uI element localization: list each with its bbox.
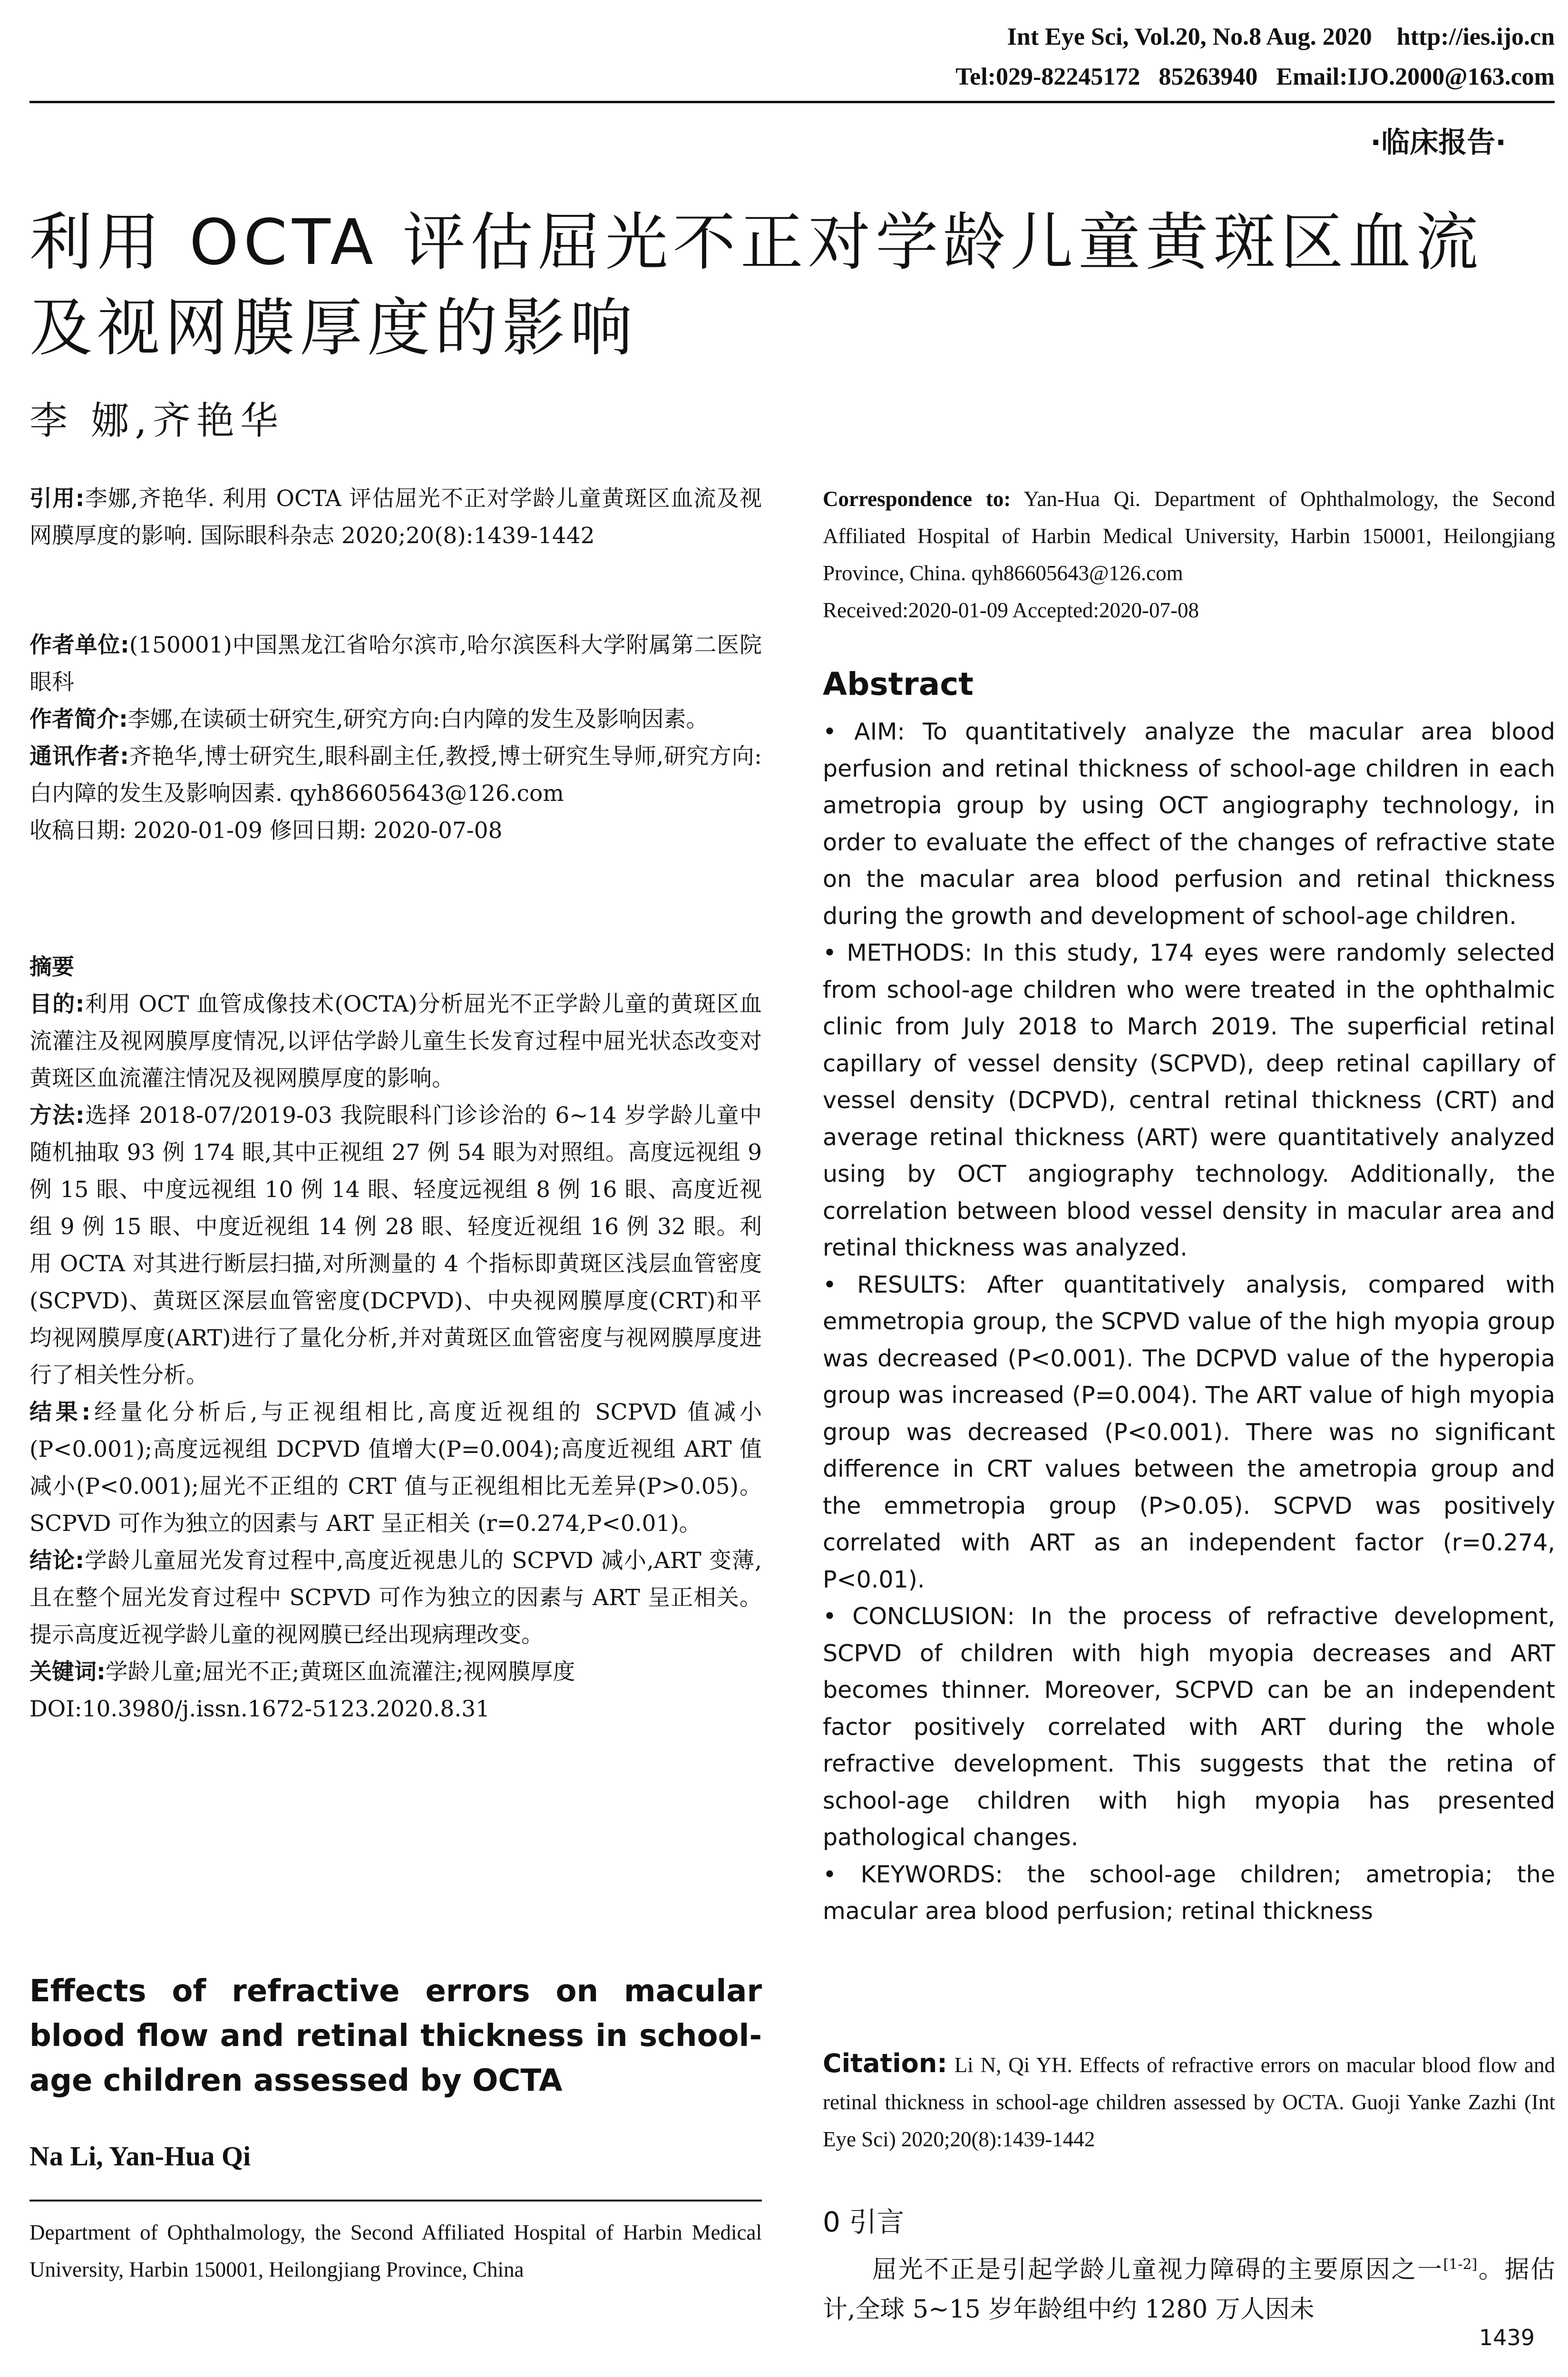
english-authors: Na Li, Yan-Hua Qi <box>29 2141 251 2172</box>
correspondence-text: Yan-Hua Qi. Department of Ophthalmology, the Second Affiliated Hospital of Harbin Medical University, Harbin 150001, Heilongjiang Province, China. qyh86605643@126.com <box>823 487 1555 585</box>
methods-text: 选择 2018-07/2019-03 我院眼科门诊诊治的 6~14 岁学龄儿童中随机抽取 93 例 174 眼,其中正视组 27 例 54 眼为对照组。高度远视组 9 例 15 眼、中度远视组 10 例 14 眼、轻度远视组 8 例 16 眼、高度近视组 9 例 15 眼、中度近视组 14 例 28 眼、轻度近视组 16 例 32 眼。利用 OCTA 对其进行断层扫描,对所测量的 4 个指标即黄斑区浅层血管密度(SCPVD)、黄斑区深层血管密度(DCPVD)、中央视网膜厚度(CRT)和平均视网膜厚度(ART)进行了量化分析,并对黄斑区血管密度与视网膜厚度进行了相关性分析。 <box>29 1102 762 1388</box>
abstract-en <box>823 713 1555 1930</box>
header-rule <box>29 101 1555 103</box>
citation-cn <box>29 480 762 555</box>
bio-text: 李娜,在读硕士研究生,研究方向:白内障的发生及影响因素。 <box>127 706 709 732</box>
cite-label: 引用: <box>29 486 85 512</box>
conclusion-text: 学龄儿童屈光发育过程中,高度近视患儿的 SCPVD 减小,ART 变薄,且在整个屈光发育过程中 SCPVD 可作为独立的因素与 ART 呈正相关。提示高度近视学龄儿童的视网膜已经出现病理改变。 <box>29 1548 762 1648</box>
abstract-results: • RESULTS: After quantitatively analysis, compared with emmetropia group, the SCPVD value of the high myopia group was decreased (P<0.001). The DCPVD value of the hyperopia group was increased (P=0.004). The ART value of high myopia group was decreased (P<0.001). There was no significant difference in CRT values between the ametropia group and the emmetropia group (P>0.05). SCPVD was positively correlated with ART as an independent factor (r=0.274, P<0.01). <box>823 1271 1555 1593</box>
results-text: 经量化分析后,与正视组相比,高度近视组的 SCPVD 值减小(P<0.001);高度远视组 DCPVD 值增大(P=0.004);高度近视组 ART 值减小(P<0.001);屈光不正组的 CRT 值与正视组相比无差异(P>0.05)。SCPVD 可作为独立的因素与 ART 呈正相关 (r=0.274,P<0.01)。 <box>29 1399 762 1537</box>
journal-header-line2: Tel:029-82245172 85263940 Email:IJO.2000@163.com <box>955 63 1555 90</box>
article-authors: 李 娜,齐艳华 <box>29 399 284 443</box>
methods-label: 方法: <box>29 1102 85 1129</box>
conclusion-label: 结论: <box>29 1548 85 1574</box>
dates-cn: 收稿日期: 2020-01-09 修回日期: 2020-07-08 <box>29 818 503 844</box>
aim-text: 利用 OCT 血管成像技术(OCTA)分析屈光不正学龄儿童的黄斑区血流灌注及视网膜厚度情况,以评估学龄儿童生长发育过程中屈光状态改变对黄斑区血流灌注情况及视网膜厚度的影响。 <box>29 991 762 1091</box>
abstract-cn <box>29 949 762 1728</box>
abstract-heading: Abstract <box>823 666 974 702</box>
affil-label: 作者单位: <box>29 632 129 658</box>
citation-en <box>823 2045 1555 2158</box>
section-tag: ·临床报告· <box>1370 126 1506 159</box>
cite-text: 李娜,齐艳华. 利用 OCTA 评估屈光不正对学龄儿童黄斑区血流及视网膜厚度的影响. 国际眼科杂志 2020;20(8):1439-1442 <box>29 486 762 549</box>
keywords-label: 关键词: <box>29 1659 106 1685</box>
keywords-text: 学龄儿童;屈光不正;黄斑区血流灌注;视网膜厚度 <box>105 1659 575 1685</box>
aim-label: 目的: <box>29 991 85 1017</box>
correspondence-en <box>823 480 1555 629</box>
affil-text: (150001)中国黑龙江省哈尔滨市,哈尔滨医科大学附属第二医院眼科 <box>29 632 762 695</box>
journal-header-line1: Int Eye Sci, Vol.20, No.8 Aug. 2020 http://ies.ijo.cn <box>1007 23 1555 50</box>
english-affiliation: Department of Ophthalmology, the Second Affiliated Hospital of Harbin Medical University, Harbin 150001, Heilongjiang Province, China <box>29 2221 762 2281</box>
doi: DOI:10.3980/j.issn.1672-5123.2020.8.31 <box>29 1696 490 1722</box>
correspondence-label: Correspondence to: <box>823 487 1011 511</box>
affil-rule <box>29 2200 762 2202</box>
abstract-cn-heading: 摘要 <box>29 954 74 980</box>
results-label: 结果: <box>29 1399 91 1425</box>
corr-text-cn: 齐艳华,博士研究生,眼科副主任,教授,博士研究生导师,研究方向:白内障的发生及影响因素. qyh86605643@126.com <box>29 743 762 807</box>
citation-text: Li N, Qi YH. Effects of refractive errors on macular blood flow and retinal thickness in school-age children assessed by OCTA. Guoji Yanke Zazhi (Int Eye Sci) 2020;20(8):1439-1442 <box>823 2053 1555 2151</box>
page-number: 1439 <box>1479 2325 1535 2350</box>
abstract-aim: • AIM: To quantitatively analyze the macular area blood perfusion and retinal thickness of school-age children in each ametropia group by using OCT angiography technology, in order to evaluate the effect of the changes of refractive state on the macular area blood perfusion and retinal thickness during the growth and development of school-age children. <box>823 718 1555 930</box>
intro-text: 屈光不正是引起学龄儿童视力障碍的主要原因之一 <box>872 2255 1443 2284</box>
corr-label-cn: 通讯作者: <box>29 743 129 770</box>
abstract-keywords: • KEYWORDS: the school-age children; ametropia; the macular area blood perfusion; retinal thickness <box>823 1861 1555 1925</box>
citation-label: Citation: <box>823 2048 947 2078</box>
intro-heading: 0 引言 <box>823 2206 905 2238</box>
english-title-block <box>29 1969 762 2103</box>
abstract-conclusion: • CONCLUSION: In the process of refractive development, SCPVD of children with high myopia decreases and ART becomes thinner. Moreover, SCPVD can be an independent factor positively correlated with ART during the whole refractive development. This suggests that the retina of school-age children with high myopia has presented pathological changes. <box>823 1603 1555 1851</box>
bio-label: 作者简介: <box>29 706 128 732</box>
english-title: Effects of refractive errors on macular blood flow and retinal thickness in school-age children assessed by OCTA <box>29 1974 762 2098</box>
article-title: 利用 OCTA 评估屈光不正对学龄儿童黄斑区血流及视网膜厚度的影响 <box>29 206 1483 365</box>
intro-paragraph <box>823 2245 1555 2329</box>
intro-text2: 。据估计,全球 5~15 岁年龄组中约 1280 万人因未 <box>823 2255 1555 2324</box>
received-accepted: Received:2020-01-09 Accepted:2020-07-08 <box>823 598 1199 622</box>
abstract-methods: • METHODS: In this study, 174 eyes were randomly selected from school-age children who were treated in the ophthalmic clinic from July 2018 to March 2019. The superficial retinal capillary of vessel density (SCPVD), deep retinal capillary of vessel density (DCPVD), central retinal thickness (CRT) and average retinal thickness (ART) were quantitatively analyzed using by OCT angiography technology. Additionally, the correlation between blood vessel density in macular area and retinal thickness was analyzed. <box>823 939 1555 1261</box>
intro-ref: [1-2] <box>1443 2256 1478 2273</box>
author-info <box>29 627 762 849</box>
